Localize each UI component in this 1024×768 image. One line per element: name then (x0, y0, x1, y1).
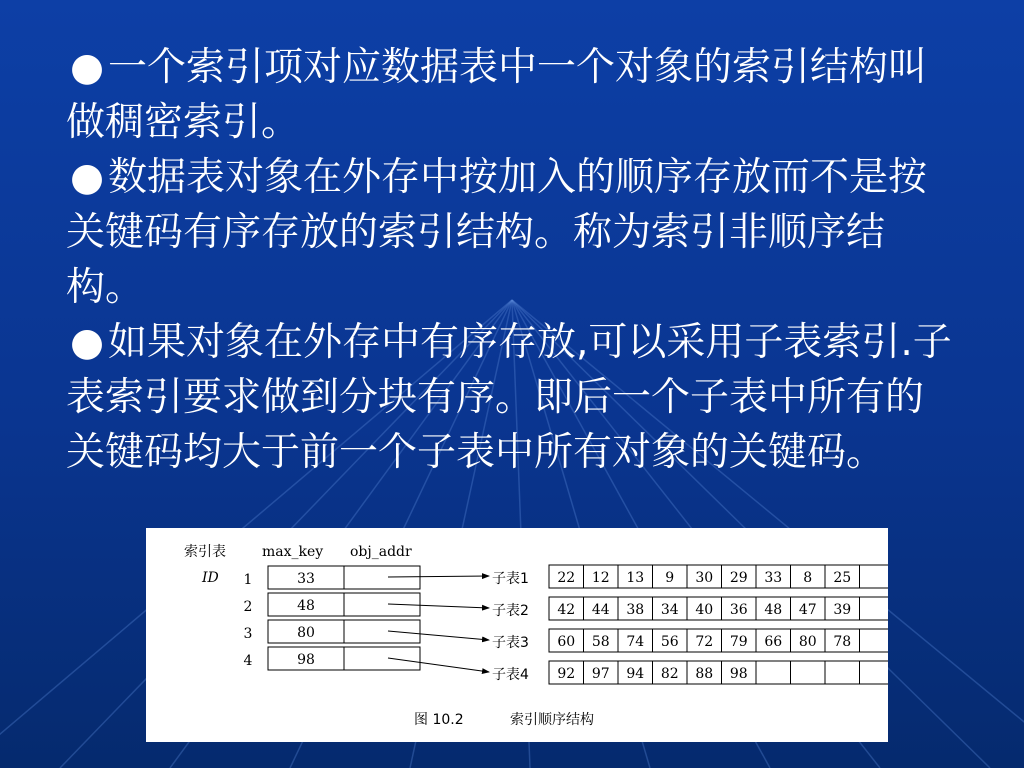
subtable-value: 33 (764, 570, 783, 586)
column-header-max-key: max_key (262, 544, 324, 560)
subtable-value: 25 (833, 570, 852, 586)
pointer-arrow (388, 604, 489, 608)
paragraph-text: 数据表对象在外存中按加入的顺序存放而不是按关键码有序存放的索引结构。称为索引非顺序结构。 (66, 155, 928, 310)
subtable-label: 子表1 (492, 571, 529, 587)
subtable-value: 58 (591, 634, 610, 650)
subtable-value: 40 (695, 602, 714, 618)
index-row-id: 2 (243, 599, 253, 615)
id-label: ID (202, 570, 219, 586)
subtable-value: 22 (557, 570, 576, 586)
subtable-value: 30 (695, 570, 714, 586)
subtable-value: 66 (764, 634, 783, 650)
subtable-value: 80 (798, 634, 817, 650)
subtable-value: 38 (626, 602, 645, 618)
subtable-cell (791, 661, 826, 684)
subtable-value: 78 (833, 634, 852, 650)
index-structure-figure (146, 528, 888, 742)
subtable-value: 12 (591, 570, 610, 586)
subtable-value: 82 (660, 666, 679, 682)
subtable-value: 34 (660, 602, 679, 618)
index-cell-obj-addr (344, 620, 420, 643)
bullet-icon: ● (69, 320, 105, 365)
content-text (66, 40, 956, 480)
subtable-value: 13 (626, 570, 645, 586)
subtable-value: 94 (626, 666, 645, 682)
subtable-cell (756, 661, 791, 684)
column-header-obj-addr: obj_addr (350, 544, 412, 560)
subtable-value: 56 (660, 634, 679, 650)
pointer-arrow (388, 631, 489, 640)
bullet-icon: ● (69, 45, 105, 90)
paragraph-text: 一个索引项对应数据表中一个对象的索引结构叫做稠密索引。 (66, 45, 928, 145)
paragraph-dense-index (66, 40, 956, 150)
subtable-cell (825, 661, 860, 684)
subtable-value: 47 (798, 602, 817, 618)
paragraph-nonsequential-index (66, 150, 956, 315)
figure-caption-title: 索引顺序结构 (510, 712, 594, 728)
subtable-value: 79 (729, 634, 748, 650)
figure-caption-number: 图 10.2 (414, 712, 464, 728)
index-row-id: 4 (243, 653, 253, 669)
subtable-value: 9 (665, 570, 675, 586)
pointer-arrow (388, 576, 489, 577)
index-max-key-value: 48 (297, 598, 315, 614)
subtable-value: 44 (591, 602, 610, 618)
subtable-value: 42 (557, 602, 576, 618)
index-table-label: 索引表 (184, 544, 226, 560)
index-max-key-value: 80 (297, 625, 315, 641)
subtable-value: 97 (591, 666, 610, 682)
index-row-id: 3 (243, 626, 253, 642)
paragraph-text: 如果对象在外存中有序存放,可以采用子表索引.子表索引要求做到分块有序。即后一个子表中所有的关键码均大于前一个子表中所有对象的关键码。 (66, 320, 952, 475)
subtable-value: 60 (557, 634, 576, 650)
subtable-value: 39 (833, 602, 852, 618)
index-max-key-value: 98 (297, 652, 315, 668)
index-max-key-value: 33 (297, 571, 315, 587)
subtable-value: 92 (557, 666, 576, 682)
subtable-label: 子表4 (492, 667, 529, 683)
subtable-value: 29 (729, 570, 748, 586)
index-cell-obj-addr (344, 647, 420, 670)
subtable-value: 98 (729, 666, 748, 682)
bullet-icon: ● (69, 155, 105, 200)
subtable-label: 子表2 (492, 603, 529, 619)
subtable-value: 88 (695, 666, 714, 682)
index-row-id: 1 (243, 572, 253, 588)
subtable-value: 74 (626, 634, 645, 650)
index-cell-obj-addr (344, 566, 420, 589)
subtable-value: 36 (729, 602, 748, 618)
subtable-value: 48 (764, 602, 783, 618)
paragraph-subtable-index (66, 315, 956, 480)
subtable-value: 8 (803, 570, 813, 586)
subtable-value: 72 (695, 634, 714, 650)
subtable-label: 子表3 (492, 635, 529, 651)
